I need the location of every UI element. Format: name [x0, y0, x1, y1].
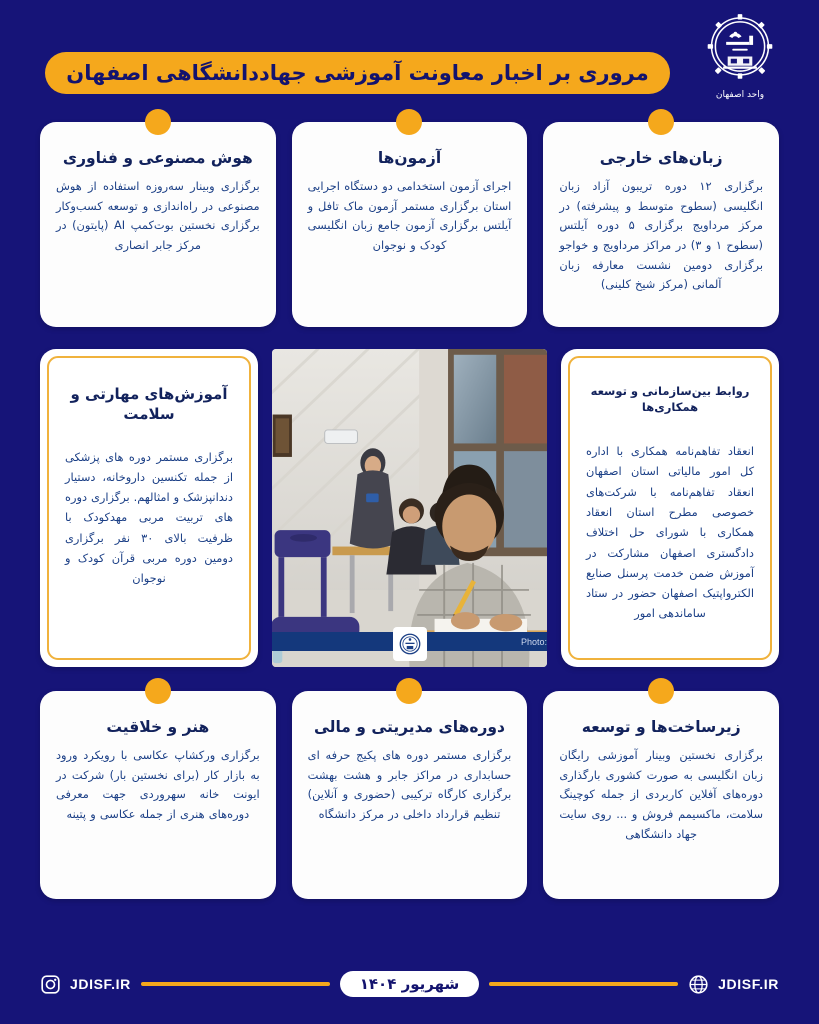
footer-rule-left [141, 982, 330, 986]
website-link[interactable] [688, 974, 779, 995]
exam-hall-photo [272, 349, 547, 667]
footer-rule-right [489, 982, 678, 986]
card-title: هنر و خلاقیت [106, 718, 210, 736]
bottom-card-row [0, 691, 819, 899]
card-exams [292, 122, 528, 327]
card-infrastructure-development [543, 691, 779, 899]
card-title: زیرساخت‌ها و توسعه [581, 718, 741, 736]
card-body: برگزاری ورکشاپ عکاسی با رویکرد ورود به بازار کار (برای نخستین بار) شرکت در ایونت خانه سهروردی جهت معرفی دوره‌های هنری از جمله عکاسی و پتینه [55, 748, 260, 821]
card-body: برگزاری مستمر دوره های پکیج حرفه ای حسابداری در مراکز جابر و هشت بهشت برگزاری کارگاه ترکیبی (حضوری و آنلاین) تنظیم قرارداد داخلی در مرکز دانشگاه [307, 748, 512, 821]
instagram-link[interactable] [40, 974, 131, 995]
card-dot-icon [396, 109, 422, 135]
logo-caption: واحد اصفهان [715, 90, 765, 100]
page-title [45, 52, 670, 94]
card-title: هوش مصنوعی و فناوری [62, 149, 253, 167]
card-title: دوره‌های مدیریتی و مالی [313, 718, 505, 736]
card-dot-icon [145, 678, 171, 704]
card-body: برگزاری وبینار سه‌روزه استفاده از هوش مصنوعی در راه‌اندازی و توسعه کسب‌وکار برگزاری نخستین بوت‌کمپ AI (پایتون) در مرکز جابر انصاری [55, 179, 260, 252]
card-dot-icon [648, 678, 674, 704]
page-title-text: مروری بر اخبار معاونت آموزشی جهاددانشگاهی اصفهان [66, 60, 649, 85]
card-skills-health [40, 349, 258, 667]
date-badge: شهریور ۱۴۰۴ [340, 971, 480, 997]
jahad-daneshgahi-emblem-icon [701, 8, 779, 88]
card-title: آموزش‌های مهارتی و سلامت [70, 385, 228, 424]
card-body: برگزاری نخستین وبینار آموزشی رایگان زبان انگلیسی به صورت کشوری بارگذاری دوره‌های آفلاین کاربردی از جمله کوچینگ سلامت، ماکسیمم فروش و ... روی سایت جهاد دانشگاهی [559, 748, 763, 841]
card-dot-icon [396, 678, 422, 704]
website-label: JDISF.IR [718, 976, 779, 992]
card-interorg-relations [561, 349, 779, 667]
top-card-row [0, 122, 819, 327]
exam-hall-photo-image [272, 349, 547, 667]
jahad-daneshgahi-badge-icon [397, 631, 423, 657]
card-body: برگزاری مستمر دوره های پزشکی از جمله تکنسین داروخانه، دستیار دندانپزشک و امثالهم. برگزاری دوره های تربیت مربی مهدکودک با ظرفیت بالای ۳۰ نفر برگزاری دومین دوره مربی قرآن کودک و نوجوان [65, 449, 234, 586]
card-dot-icon [145, 109, 171, 135]
poster-header [0, 0, 819, 120]
card-art-creativity [40, 691, 276, 899]
photo-badge [393, 627, 427, 661]
instagram-label: JDISF.IR [69, 976, 131, 992]
card-title: روابط بین‌سازمانی و توسعه همکاری‌ها [590, 384, 750, 414]
card-body: برگزاری ۱۲ دوره تریبون آزاد زبان انگلیسی (سطوح متوسط و پیشرفته) در مرکز مرداویج برگزاری ۵ دوره آیلتس (سطوح ۱ و ۳) در مراکز مرداویج و خواجو برگزاری دومین نشست معارفه زبان آلمانی (مرکز شیخ کلینی) [559, 179, 763, 292]
photo-credit-text: Photo: [520, 636, 547, 647]
card-title: زبان‌های خارجی [599, 149, 723, 167]
card-foreign-languages [543, 122, 779, 327]
card-management-finance [292, 691, 528, 899]
card-dot-icon [648, 109, 674, 135]
card-title: آزمون‌ها [377, 149, 442, 167]
globe-icon [688, 974, 709, 995]
card-body: انعقاد تفاهم‌نامه همکاری با اداره کل امور مالیاتی استان اصفهان انعقاد تفاهم‌نامه با شرکت‌های خصوصی مطرح استان انعقاد همکاری با شورای حل اختلاف دادگستری اصفهان مشارکت در آموزش ضمن خدمت پرسنل صنایع الکترواپتیک اصفهان حضور در ستاد ساماندهی امور [586, 444, 754, 621]
card-ai-technology [40, 122, 276, 327]
instagram-icon [40, 974, 61, 995]
poster-footer [0, 944, 819, 1024]
card-body: اجرای آزمون استخدامی دو دستگاه اجرایی استان برگزاری مستمر آزمون ماک تافل و آیلتس برگزاری آزمون جامع زبان انگلیسی کودک و نوجوان [307, 179, 512, 252]
brand-logo [685, 8, 795, 100]
middle-band [40, 349, 779, 667]
